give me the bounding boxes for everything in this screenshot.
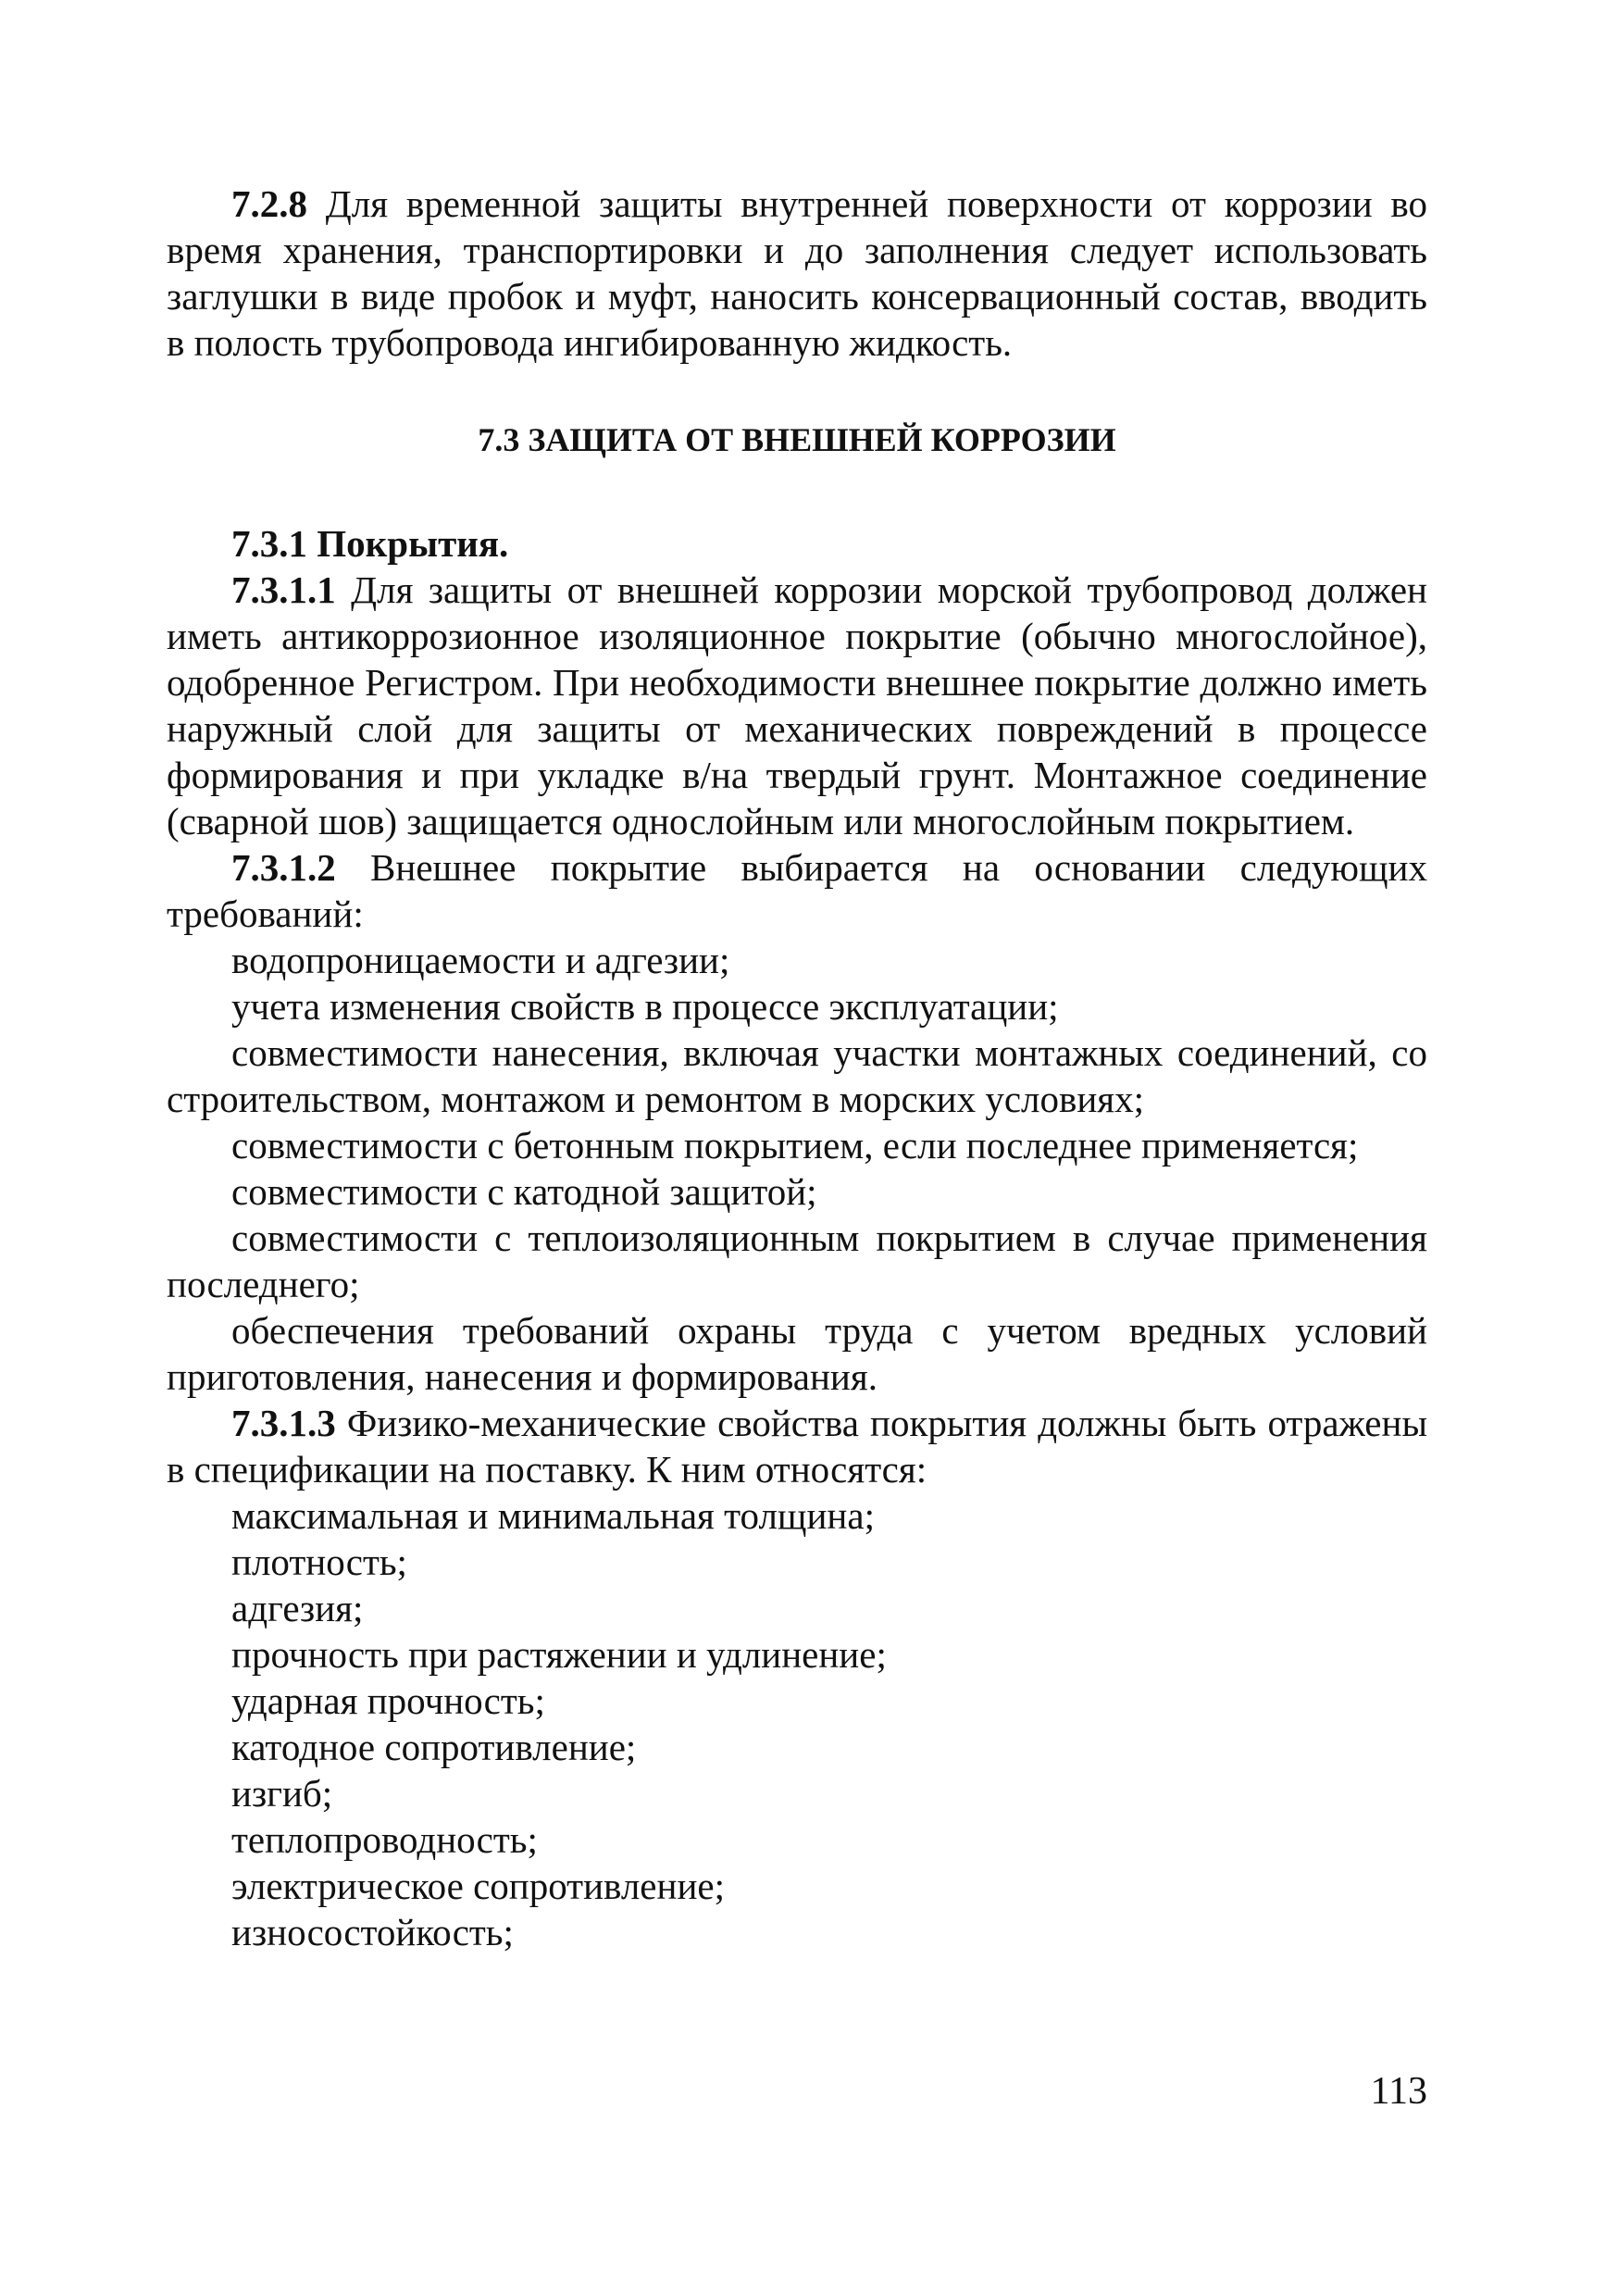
list-item: изгиб; xyxy=(231,1772,333,1815)
list-item: теплопроводность; xyxy=(231,1818,538,1861)
paragraph-7-3-1-1 xyxy=(167,567,1427,844)
list-item: совместимости с бетонным покрытием, если последнее применяется; xyxy=(231,1124,1359,1167)
list-item: плотность; xyxy=(231,1541,407,1583)
list-item: износостойкость; xyxy=(231,1911,514,1953)
list-item: совместимости с теплоизоляционным покрытием в случае применения последнего; xyxy=(167,1217,1427,1305)
section-heading: 7.3 ЗАЩИТА ОТ ВНЕШНЕЙ КОРРОЗИИ xyxy=(478,421,1116,458)
clause-number: 7.2.8 xyxy=(231,182,307,225)
list-item: ударная прочность; xyxy=(231,1679,545,1722)
paragraph-7-3-1-3 xyxy=(167,1400,1427,1492)
page-number: 113 xyxy=(1370,2070,1427,2113)
list-item: катодное сопротивление; xyxy=(231,1726,637,1768)
clause-text: Физико-механические свойства покрытия должны быть отражены в спецификации на поставку. К ним относятся: xyxy=(167,1402,1427,1491)
paragraph-7-2-8 xyxy=(167,181,1427,366)
section-7-2-8 xyxy=(167,181,1427,366)
list-item: прочность при растяжении и удлинение; xyxy=(231,1633,887,1676)
subsection-title: 7.3.1 Покрытия. xyxy=(231,522,509,565)
clause-number: 7.3.1.2 xyxy=(231,846,336,889)
list-item: электрическое сопротивление; xyxy=(231,1865,725,1907)
clause-text: Для защиты от внешней коррозии морской трубопровод должен иметь антикоррозионное изоляционное покрытие (обычно многослойное), одобренное Регистром. При необходимости внешнее покрытие должно иметь наружный слой для защиты от механических повреждений в процессе формирования и при укладке в/на твердый грунт. Монтажное соединение (сварной шов) защищается однослойным или многослойным покрытием. xyxy=(167,568,1427,842)
section-7-3-1 xyxy=(167,520,1427,1955)
clause-text: Для временной защиты внутренней поверхности от коррозии во время хранения, транспортировки и до заполнения следует использовать заглушки в виде пробок и муфт, наносить консервационный состав, вводить в полость трубопровода ингибированную жидкость. xyxy=(167,182,1427,364)
list-item: совместимости с катодной защитой; xyxy=(231,1170,817,1213)
list-item: адгезия; xyxy=(231,1587,364,1629)
list-item: учета изменения свойств в процессе эксплуатации; xyxy=(231,985,1059,1028)
clause-text: Внешнее покрытие выбирается на основании следующих требований: xyxy=(167,846,1427,935)
clause-number: 7.3.1.1 xyxy=(231,568,336,611)
clause-number: 7.3.1.3 xyxy=(231,1402,336,1444)
list-item: совместимости нанесения, включая участки монтажных соединений, со строительством, монтажом и ремонтом в морских условиях; xyxy=(167,1031,1427,1120)
list-item: обеспечения требований охраны труда с учетом вредных условий приготовления, нанесения и формирования. xyxy=(167,1309,1427,1398)
paragraph-7-3-1-2 xyxy=(167,844,1427,937)
list-item: максимальная и минимальная толщина; xyxy=(231,1494,875,1537)
list-item: водопроницаемости и адгезии; xyxy=(231,939,730,981)
